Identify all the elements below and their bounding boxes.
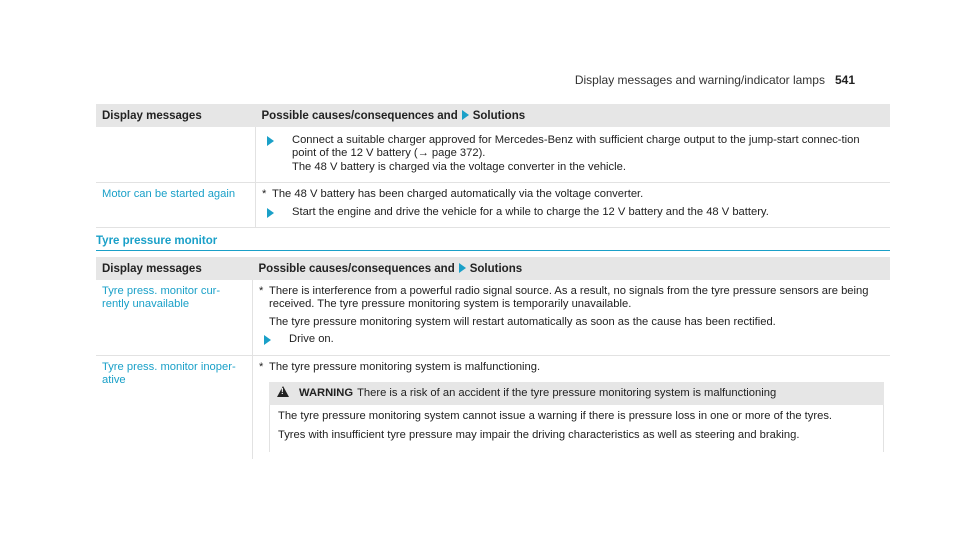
warning-paragraph: The tyre pressure monitoring system cannot issue a warning if there is pressure loss in one or more of the tyres. — [278, 409, 833, 422]
warning-triangle-icon — [277, 386, 289, 397]
message-cell — [96, 127, 256, 183]
table-header-row — [96, 104, 890, 127]
solution-step: Drive on. — [259, 333, 884, 347]
table-row — [96, 280, 890, 356]
solution-cell — [253, 355, 891, 459]
cause-bullet: * There is interference from a powerful radio signal source. As a result, no signals from the tyre pressure sensors are being received. The tyre pressure monitoring system is temporarily unavailable. — [259, 284, 869, 310]
cause-bullet: * The tyre pressure monitoring system is malfunctioning. — [259, 360, 541, 373]
warning-box — [269, 382, 884, 452]
col-causes-solutions: Possible causes/consequences and Solutions — [253, 257, 891, 280]
solution-step: Connect a suitable charger approved for Mercedes-Benz with sufficient charge output to the jump-start connec-tion point of the 12 V battery (→ page 372). The 48 V battery is charged via the voltage converter in the vehicle. — [262, 134, 884, 175]
table-row — [96, 127, 890, 183]
col-causes-solutions: Possible causes/consequences and Solutions — [256, 104, 891, 127]
arrow-right-icon — [267, 136, 274, 146]
message-cell: Motor can be started again — [96, 183, 256, 228]
warning-label: WARNING — [299, 387, 354, 399]
message-cell: Tyre press. monitor inoper-ative — [96, 355, 253, 459]
arrow-right-icon — [264, 335, 271, 345]
info-paragraph: The tyre pressure monitoring system will restart automatically as soon as the cause has been rectified. — [269, 315, 776, 328]
col-display-messages: Display messages — [96, 104, 256, 127]
table-row — [96, 183, 890, 228]
page-header — [575, 73, 855, 87]
warning-body — [269, 405, 884, 452]
arrow-right-icon — [462, 110, 469, 120]
page-number: 541 — [834, 73, 855, 87]
warning-paragraph: Tyres with insufficient tyre pressure may impair the driving characteristics as well as steering and braking. — [278, 429, 800, 441]
arrow-right-icon — [459, 263, 466, 273]
messages-table-top — [96, 104, 890, 228]
cause-bullet: * The 48 V battery has been charged automatically via the voltage converter. — [262, 188, 644, 200]
warning-title: There is a risk of an accident if the tyre pressure monitoring system is malfunctioning — [357, 387, 777, 399]
section-title: Tyre pressure monitor — [96, 235, 890, 251]
messages-table-tyre — [96, 257, 890, 459]
solution-cell — [256, 127, 891, 183]
arrow-right-icon — [267, 208, 274, 218]
page-header-title: Display messages and warning/indicator lamps — [574, 73, 825, 87]
table-header-row — [96, 257, 890, 280]
solution-step: Start the engine and drive the vehicle for a while to charge the 12 V battery and the 48 V battery. — [262, 206, 884, 220]
warning-header — [269, 382, 884, 405]
col-display-messages: Display messages — [96, 257, 253, 280]
solution-cell — [253, 280, 891, 356]
message-cell: Tyre press. monitor cur-rently unavailable — [96, 280, 253, 356]
table-row — [96, 355, 890, 459]
solution-cell — [256, 183, 891, 228]
